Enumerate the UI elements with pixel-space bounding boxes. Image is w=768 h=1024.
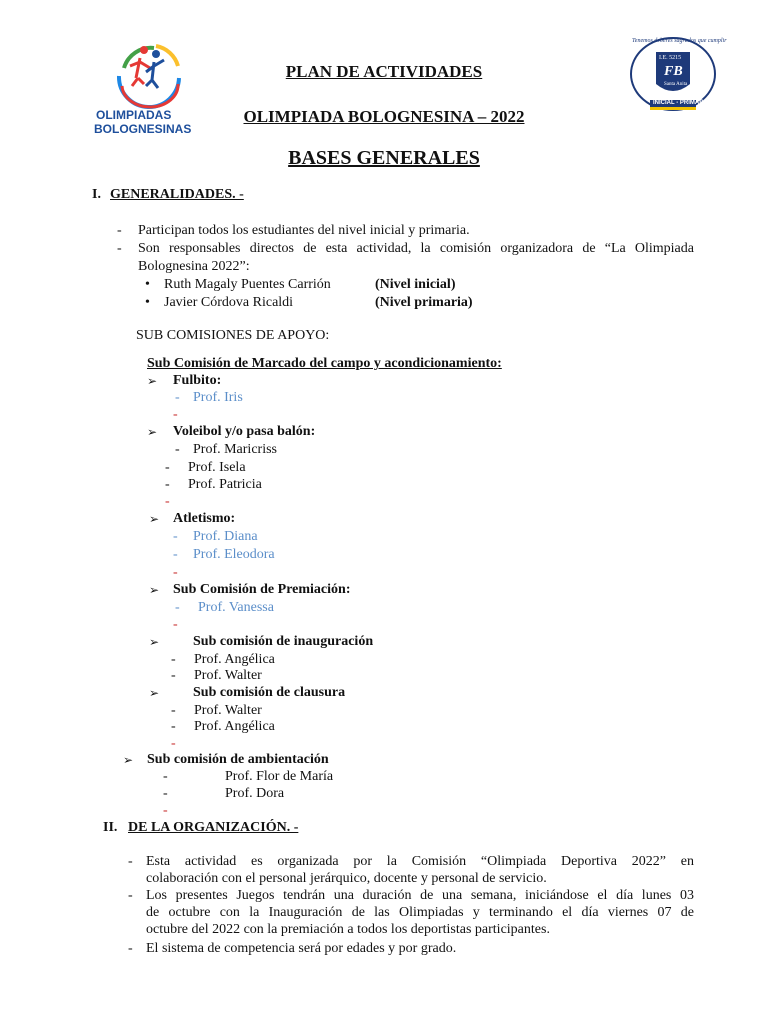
org-bullet-2-line3: octubre del 2022 con la premiación a todos los deportistas participantes. [146,922,550,937]
logo-text-line2: BOLOGNESINAS [94,122,192,136]
arrow-bullet-icon: ➢ [149,512,160,526]
seal-place: Santa Anita [664,82,688,87]
atletismo-member-2: Prof. Eleodora [193,547,275,562]
voley-member-2: Prof. Isela [188,460,246,475]
fulbito-heading: Fulbito: [173,373,222,388]
section-2-number: II. [103,820,118,835]
ambientacion-member-1: Prof. Flor de María [225,769,334,784]
premiacion-member-1: Prof. Vanessa [198,600,274,615]
logo-text-line1: OLIMPIADAS [96,108,172,122]
dash: - [165,477,170,492]
clausura-member-2: Prof. Angélica [194,719,275,734]
inauguracion-heading: Sub comisión de inauguración [193,634,374,649]
org-bullet-2-line2: de octubre con la Inauguración de las Olimpiadas y terminando el día viernes 07 de [146,905,694,920]
dash: - [171,736,176,751]
dash: - [175,600,180,615]
seal-monogram: FB [664,64,683,79]
dash: - [173,547,178,562]
inauguracion-member-2: Prof. Walter [194,668,262,683]
dash: - [163,769,168,784]
org-bullet-2-line1: Los presentes Juegos tendrán una duración de una semana, iniciándose el día lunes 03 [146,888,694,903]
dash: - [128,888,133,903]
dash: - [173,565,178,580]
bullet-responsables-line1: Son responsables directos de esta actividad, la comisión organizadora de “La Olimpiada [138,241,694,256]
section-1-number: I. [92,187,101,202]
inauguracion-member-1: Prof. Angélica [194,652,275,667]
arrow-bullet-icon: ➢ [149,686,160,700]
dash: - [165,494,170,509]
sub-commissions-heading: SUB COMISIONES DE APOYO: [136,328,330,343]
clausura-member-1: Prof. Walter [194,703,262,718]
dash: - [173,529,178,544]
bullet: • [145,295,150,310]
person-1-level: (Nivel inicial) [375,277,456,292]
fulbito-member-1: Prof. Iris [193,390,243,405]
person-2-name: Javier Córdova Ricaldi [164,295,294,310]
dash: - [171,703,176,718]
arrow-bullet-icon: ➢ [147,374,158,388]
bullet-participants: Participan todos los estudiantes del nivel inicial y primaria. [138,223,470,238]
dash: - [128,854,133,869]
atletismo-heading: Atletismo: [173,511,236,526]
dash: - [171,719,176,734]
dash: - [163,803,168,818]
arrow-bullet-icon: ➢ [149,583,160,597]
person-2-level: (Nivel primaria) [375,295,473,310]
dash: - [117,223,122,238]
dash: - [173,617,178,632]
dash: - [171,668,176,683]
dash: - [173,407,178,422]
dash: - [175,390,180,405]
person-1-name: Ruth Magaly Puentes Carrión [164,277,331,292]
section-1-title [110,187,244,203]
dash: - [117,241,122,256]
arrow-bullet-icon: ➢ [149,635,160,649]
voley-member-3: Prof. Patricia [188,477,262,492]
arrow-bullet-icon: ➢ [123,753,134,767]
dash: - [163,786,168,801]
voley-member-1: Prof. Maricriss [193,442,277,457]
seal-motto: Tenemos deberes sagrados que cumplir [632,38,727,44]
premiacion-heading: Sub Comisión de Premiación: [173,582,351,597]
bases-title: BASES GENERALES [288,147,480,169]
event-title: OLIMPIADA BOLOGNESINA – 2022 [243,107,525,126]
atletismo-member-1: Prof. Diana [193,529,258,544]
seal-level: INICIAL - PRIMARIA [653,100,710,106]
section-2-title-text: DE LA ORGANIZACIÓN. - [128,820,299,835]
org-bullet-1-line1: Esta actividad es organizada por la Comisión “Olimpiada Deportiva 2022” en [146,854,694,869]
bullet-responsables-line2: Bolognesina 2022”: [138,259,250,274]
sub-marcado-heading: Sub Comisión de Marcado del campo y acondicionamiento: [147,356,502,371]
ambientacion-member-2: Prof. Dora [225,786,285,801]
plan-title: PLAN DE ACTIVIDADES [285,62,483,81]
voley-heading: Voleibol y/o pasa balón: [173,424,316,439]
dash: - [175,442,180,457]
bullet: • [145,277,150,292]
arrow-bullet-icon: ➢ [147,425,158,439]
dash: - [171,652,176,667]
org-bullet-3: El sistema de competencia será por edades y por grado. [146,941,457,956]
seal-code: I.E. 5215 [659,55,682,61]
section-1-title-text: GENERALIDADES. - [110,187,244,202]
section-2-title [128,820,298,836]
clausura-heading: Sub comisión de clausura [193,685,346,700]
ambientacion-heading: Sub comisión de ambientación [147,752,329,767]
org-bullet-1-line2: colaboración con el personal jerárquico, docente y personal de servicio. [146,871,547,886]
dash: - [165,460,170,475]
dash: - [128,941,133,956]
